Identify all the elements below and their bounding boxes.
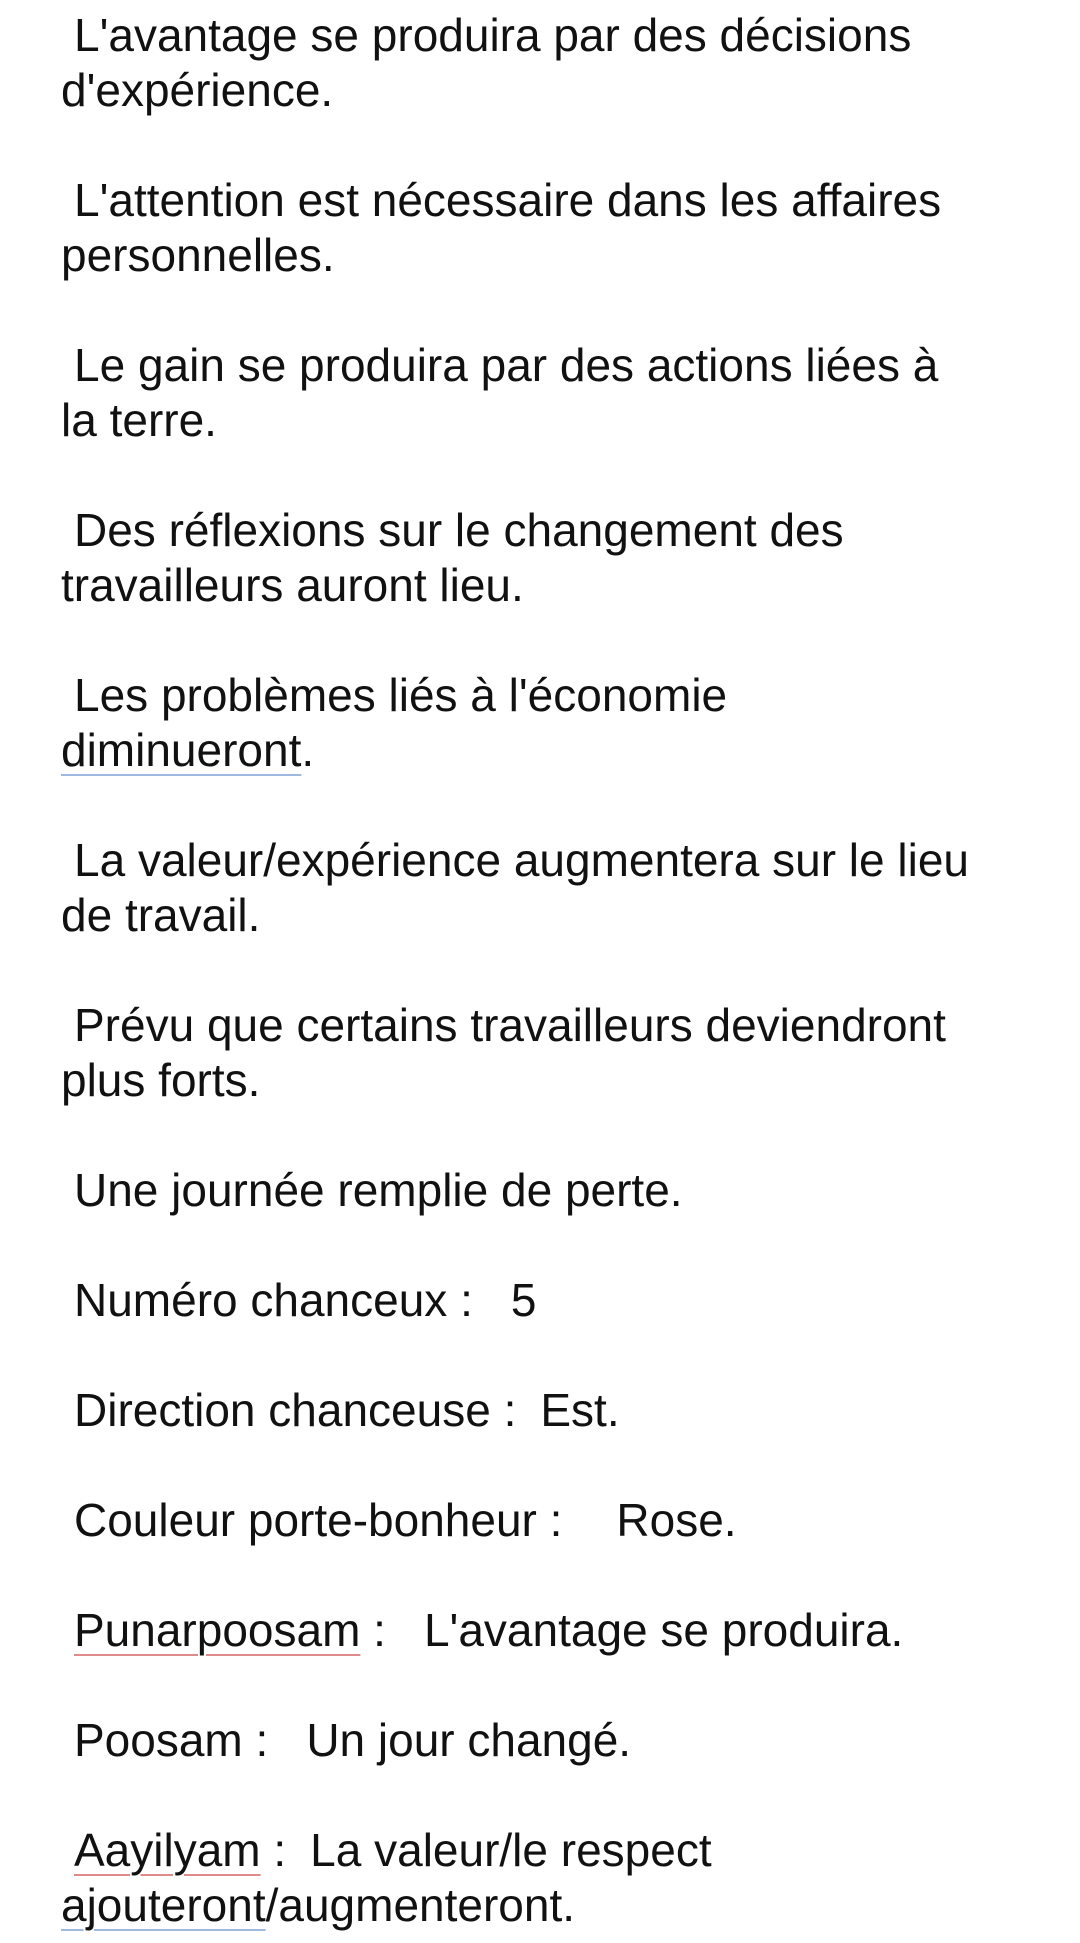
paragraph-workers-stronger [61,998,1021,1108]
paragraph-line: travailleurs auront lieu. [61,559,524,611]
paragraph-line: Une journée remplie de perte. [74,1164,683,1216]
paragraph-line: Le gain se produira par des actions liées à [74,339,939,391]
star-poosam-line [61,1713,1021,1768]
lucky-direction-value: Est. [540,1384,620,1436]
lucky-number-value: 5 [510,1274,537,1326]
paragraph-line: Prévu que certains travailleurs deviendront [74,999,946,1051]
star-poosam-text: Un jour changé. [306,1714,632,1766]
separator: : [360,1604,386,1656]
lucky-number-label: Numéro chanceux : [74,1274,473,1326]
paragraph-attention [61,173,1021,283]
paragraph-line: de travail. [61,889,261,941]
lucky-number-line [61,1273,1021,1328]
spellcheck-word: ajouteront [61,1879,266,1931]
star-aayilyam-text: La valeur/le respect [310,1824,712,1876]
paragraph-value-work [61,833,1021,943]
paragraph-line: L'attention est nécessaire dans les affaires [74,174,942,226]
paragraph-advantage [61,8,1021,118]
star-aayilyam-label: Aayilyam [74,1824,261,1876]
paragraph-line: La valeur/expérience augmentera sur le lieu [74,834,969,886]
paragraph-line: d'expérience. [61,64,334,116]
paragraph-line: Les problèmes liés à l'économie [74,669,728,721]
paragraph-line: plus forts. [61,1054,261,1106]
paragraph-line: L'avantage se produira par des décisions [74,9,912,61]
paragraph-line: . [301,724,315,776]
star-punarpoosam-line [61,1603,1021,1658]
lucky-direction-line [61,1383,1021,1438]
star-punarpoosam-text: L'avantage se produira. [423,1604,904,1656]
star-poosam-label: Poosam : [74,1714,269,1766]
paragraph-line: la terre. [61,394,217,446]
spellcheck-word: diminueront [61,724,302,776]
paragraph-line: Des réflexions sur le changement des [74,504,844,556]
lucky-color-line [61,1493,1021,1548]
paragraph-reflections [61,503,1021,613]
paragraph-gain [61,338,1021,448]
star-punarpoosam-label: Punarpoosam [74,1604,361,1656]
star-aayilyam-text-continued: /augmenteront. [265,1879,576,1931]
lucky-color-label: Couleur porte-bonheur : [74,1494,563,1546]
lucky-direction-label: Direction chanceuse : [74,1384,517,1436]
paragraph-line: personnelles. [61,229,335,281]
separator: : [260,1824,287,1876]
paragraph-economy [61,668,1021,778]
star-aayilyam-line [61,1823,1021,1933]
paragraph-loss-day [61,1163,1021,1218]
lucky-color-value: Rose. [616,1494,737,1546]
